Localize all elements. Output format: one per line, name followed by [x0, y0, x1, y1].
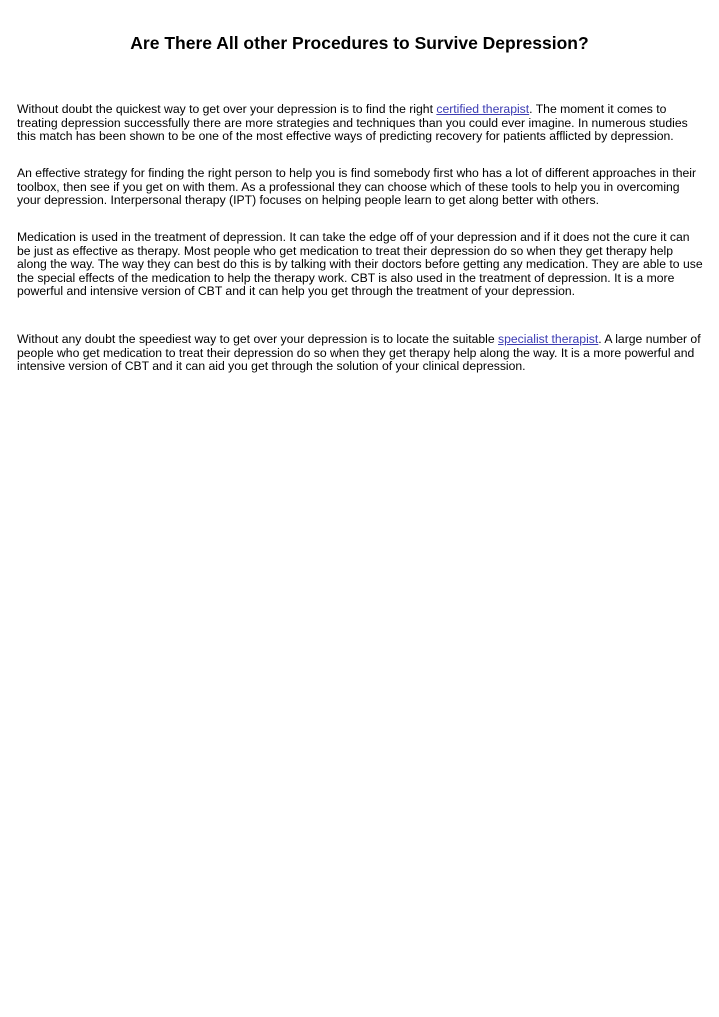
paragraph-2: An effective strategy for finding the right person to help you is find somebody first who has a lot of different approaches in their toolbox, then see if you get on with them. As a professional they can choose which of these tools to help you in overcoming your depression. Interpersonal therapy (IPT) focuses on helping people learn to get along better with others.: [17, 166, 697, 208]
paragraph-1-text-after: . The moment it comes to treating depression successfully there are more strategies and techniques than you could ever imagine. In numerous studies this match has been shown to be one of the most effective ways of predicting recovery for patients afflicted by depression.: [17, 102, 688, 144]
paragraph-3: Medication is used in the treatment of depression. It can take the edge off of your depression and if it does not the cure it can be just as effective as therapy. Most people who get medication to treat their depression do so when they get therapy help along the way. The way they can best do this is by talking with their doctors before getting any medication. They are able to use the special effects of the medication to help the therapy work. CBT is also used in the treatment of depression. It is a more powerful and intensive version of CBT and it can help you get through the treatment of your depression.: [17, 230, 703, 299]
page-title: Are There All other Procedures to Survive Depression?: [130, 33, 589, 53]
paragraph-4: [17, 333, 704, 374]
paragraph-4-text-after: . A large number of people who get medication to treat their depression do so when they get therapy help along the way. It is a more powerful and intensive version of CBT and it can aid you get through the solution of your clinical depression.: [17, 332, 701, 374]
specialist-therapist-link[interactable]: specialist therapist: [498, 332, 599, 346]
paragraph-1: [17, 103, 704, 144]
paragraph-1-text-before: Without doubt the quickest way to get over your depression is to find the right: [17, 102, 437, 116]
certified-therapist-link[interactable]: certified therapist: [436, 102, 530, 116]
paragraph-4-text-before: Without any doubt the speediest way to get over your depression is to locate the suitable: [17, 332, 499, 346]
